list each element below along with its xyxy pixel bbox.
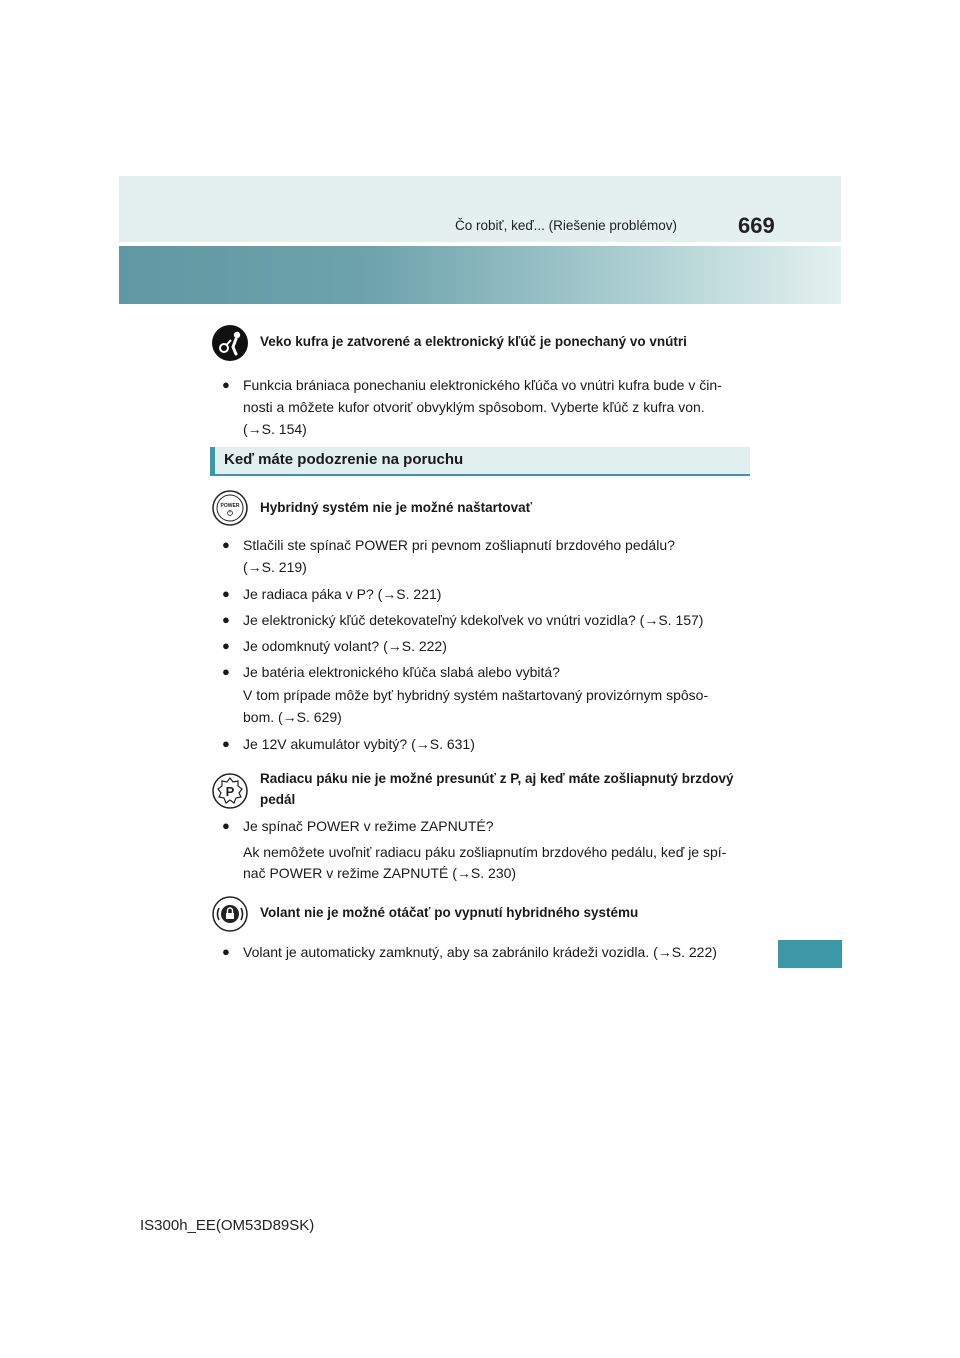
power-button-icon — [212, 490, 248, 526]
header-title: Čo robiť, keď... (Riešenie problémov) — [455, 218, 677, 233]
bullet-icon: ● — [222, 612, 230, 627]
hybrid-start-heading: Hybridný systém nie je možné naštartovať — [260, 500, 533, 515]
bullet-icon: ● — [222, 818, 230, 833]
shift-lock-gear-icon — [212, 773, 248, 809]
svg-text:POWER: POWER — [220, 503, 240, 509]
bullet-icon: ● — [222, 586, 230, 601]
shift-lever-heading-line2: pedál — [260, 792, 296, 807]
bullet-icon: ● — [222, 537, 230, 552]
svg-text:P: P — [225, 784, 235, 799]
bullet-icon: ● — [222, 664, 230, 679]
chapter-gradient-bar — [119, 246, 841, 304]
model-code-footer: IS300h_EE(OM53D89SK) — [140, 1217, 315, 1234]
bullet-icon: ● — [222, 377, 230, 392]
shift-lever-heading-line1: Radiacu páku nie je možné presunúť z P, aj keď máte zošliapnutý brzdový — [260, 771, 734, 786]
bullet-icon: ● — [222, 638, 230, 653]
trunk-key-heading: Veko kufra je zatvorené a elektronický kľúč je ponechaný vo vnútri — [260, 334, 687, 349]
steering-lock-heading: Volant nie je možné otáčať po vypnutí hybridného systému — [260, 905, 639, 920]
section-heading: Keď máte podozrenie na poruchu — [210, 447, 750, 476]
key-person-icon — [212, 325, 248, 361]
bullet-icon: ● — [222, 944, 230, 959]
page-number: 669 — [738, 213, 775, 238]
chapter-side-tab — [778, 940, 842, 968]
bullet-icon: ● — [222, 736, 230, 751]
steering-lock-icon — [212, 896, 248, 932]
